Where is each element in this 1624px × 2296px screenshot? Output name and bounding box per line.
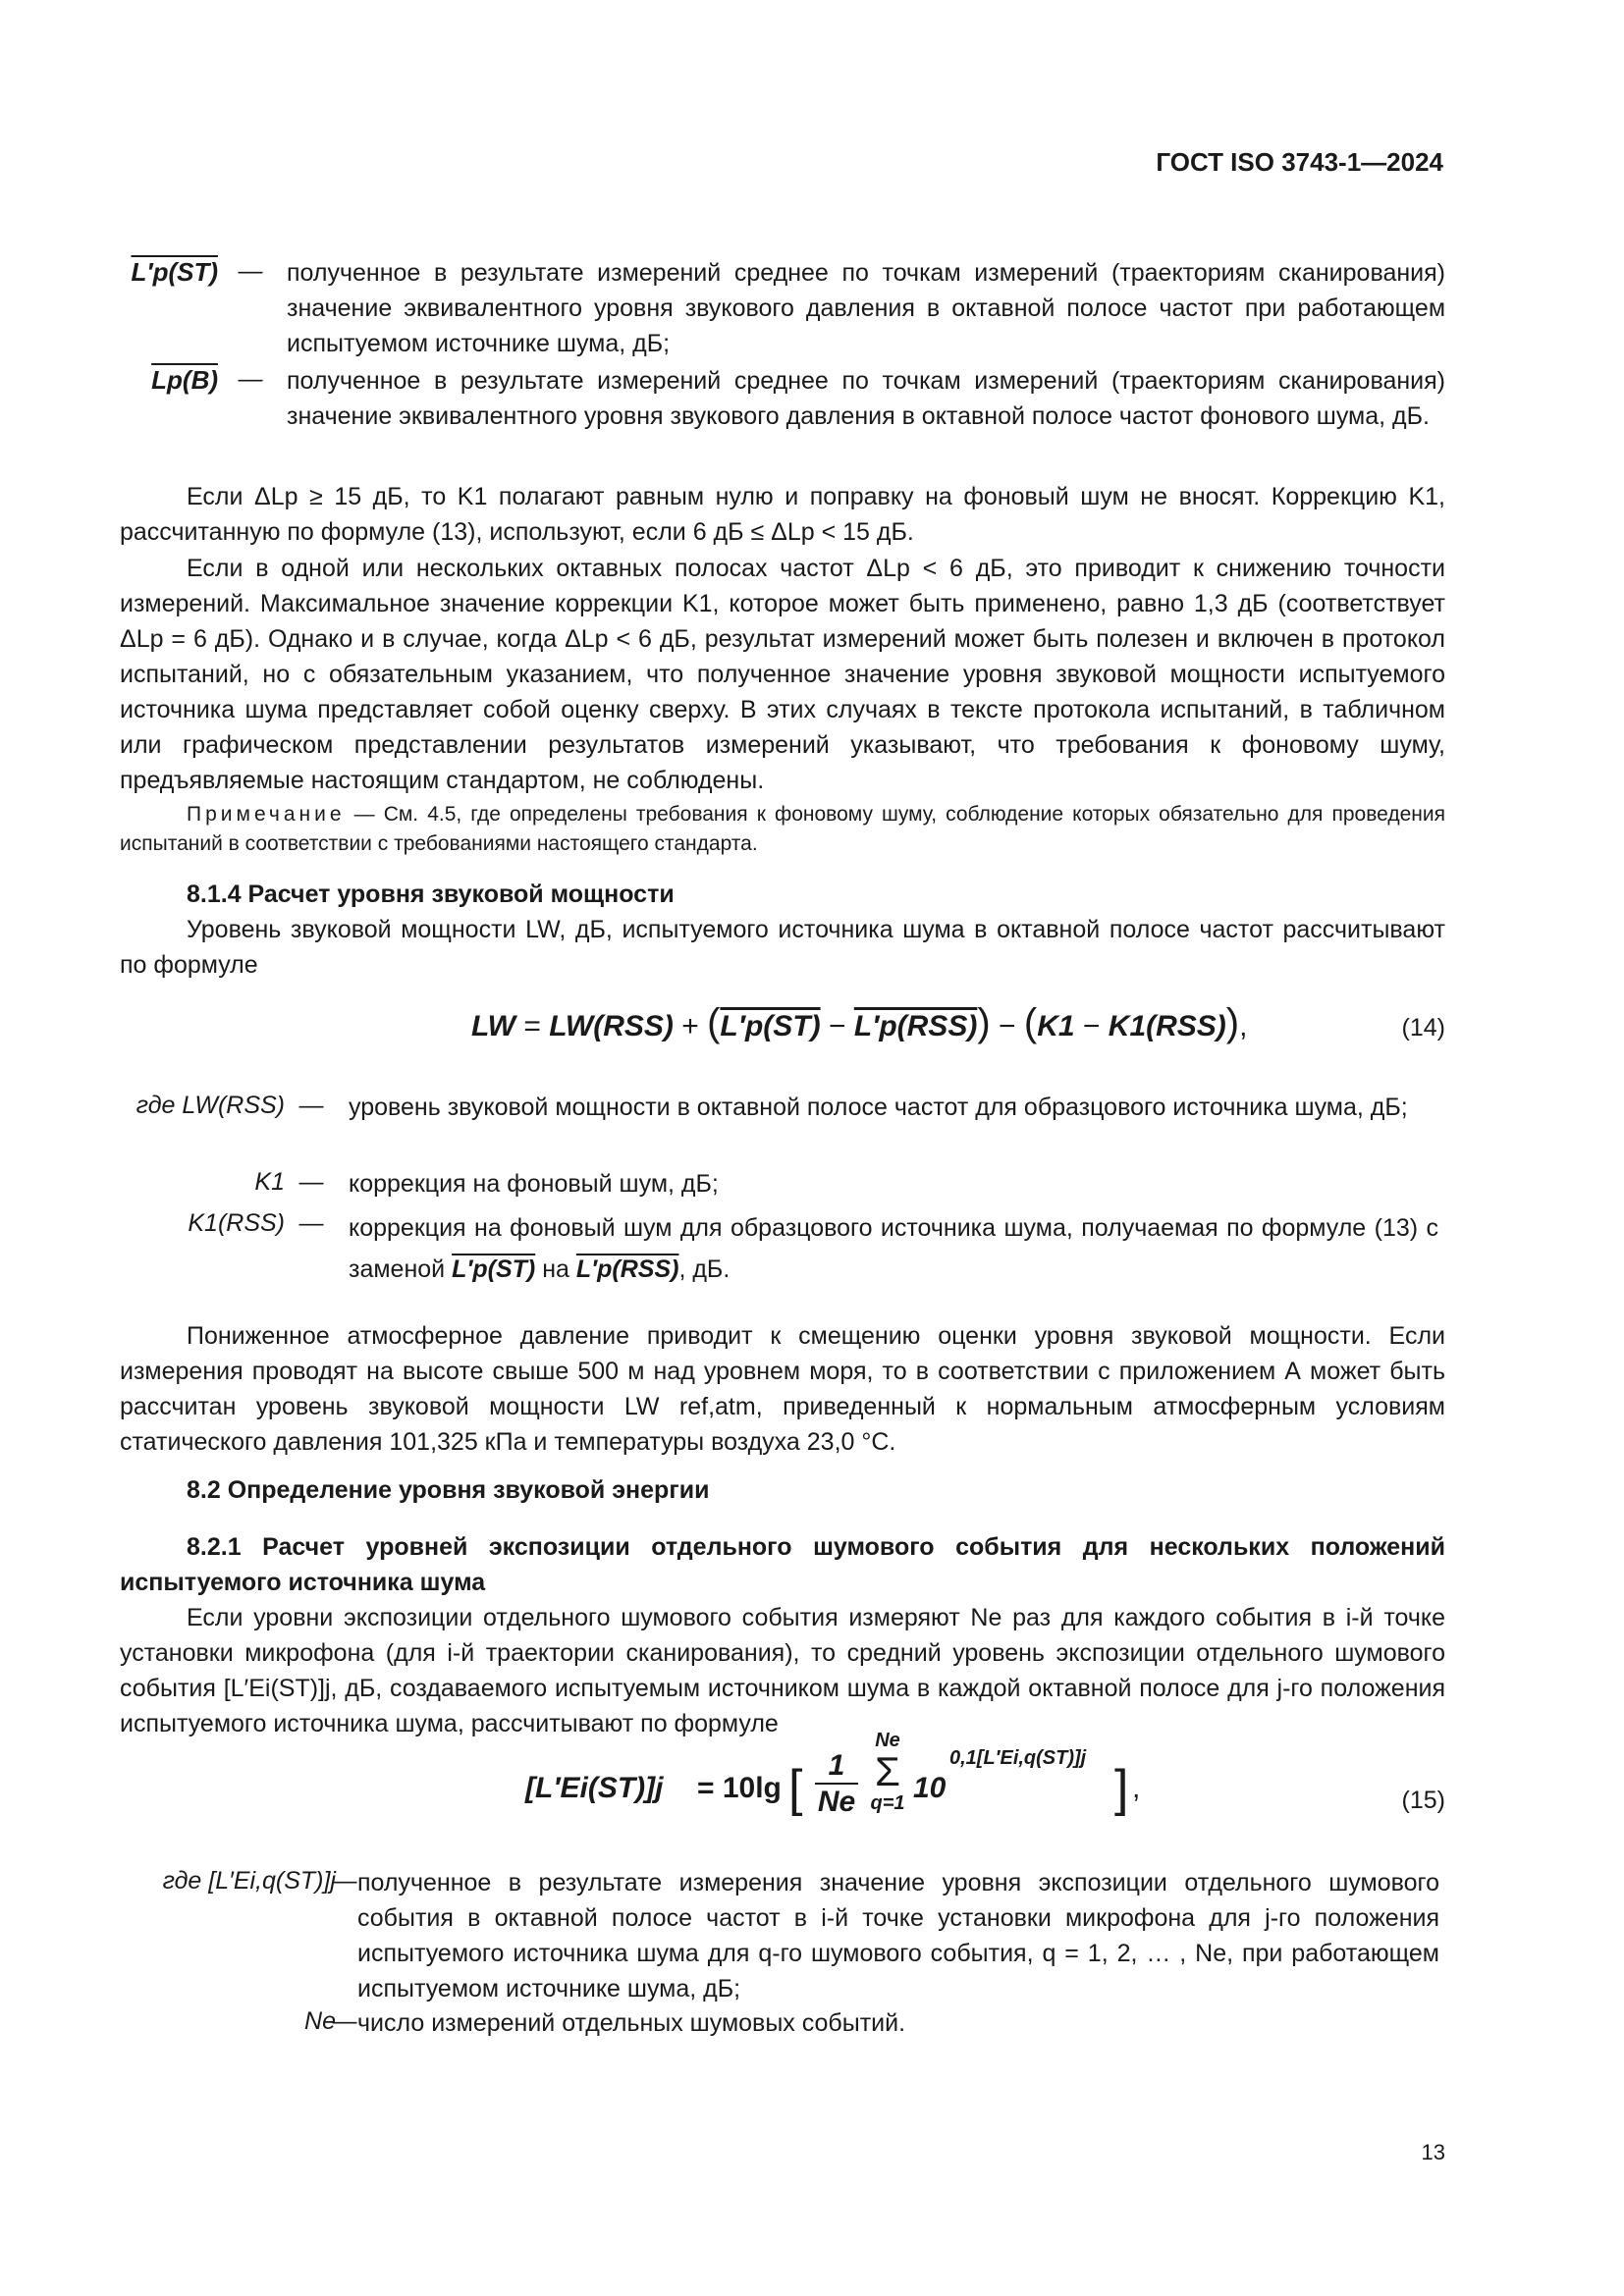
section-heading-8-1-4: 8.1.4 Расчет уровня звуковой мощности (187, 881, 675, 908)
eq15-lhs: [L′Ei(ST)]j (525, 1772, 664, 1804)
def-text-ne: число измерений отдельных шумовых событий. (357, 2009, 906, 2037)
eq15-frac-den: Ne (817, 1786, 856, 1818)
def-symbol-ne: Ne (304, 2007, 336, 2035)
def-text-k1-rss-main: коррекция на фоновый шум для образцового источника шума, получаемая по формуле (13) с заменой (349, 1214, 1438, 1283)
def-text-lw-rss: уровень звуковой мощности в октавной полосе частот для образцового источника шума, дБ; (349, 1094, 1408, 1121)
equation-number-14: (14) (1401, 1014, 1445, 1041)
def-dash: — (238, 365, 263, 393)
def-symbol-text: Lp(B) (151, 365, 218, 395)
paragraph-atmospheric: Пониженное атмосферное давление приводит к смещению оценки уровня звуковой мощности. Если измерения проводят на высоте свыше 500 м над уровнем моря, то в соответствии с приложением А может быть рассчитан уровень звуковой мощности LW ref,atm, приведенный к нормальным атмосферным условиям статического давления 101,325 кПа и температуры воздуха 23,0 °С. (120, 1322, 1445, 1456)
def-symbol-lp-b (120, 365, 218, 396)
def-symbol-k1-rss: K1(RSS) (188, 1209, 285, 1237)
eq15-exponent: 0,1[L′Ei,q(ST)]j (949, 1747, 1087, 1769)
section-heading-8-2-1: 8.2.1 Расчет уровней экспозиции отдельного шумового события для нескольких положений испытуемого источника шума (120, 1533, 1445, 1596)
eq14-minus: − (828, 1010, 846, 1042)
eq14-term-lp-st: L′p(ST) (720, 1010, 821, 1042)
eq15-fraction (815, 1749, 858, 1820)
def-dash: — (332, 2007, 357, 2035)
def-symbol-lp-st (120, 257, 218, 288)
eq15-sum-sign: Σ (875, 1748, 900, 1794)
def-symbol-lei-q: где [L′Ei,q(ST)]j (162, 1867, 336, 1895)
eq15-equals: = 10lg (697, 1772, 782, 1804)
eq15-sum (867, 1730, 908, 1814)
eq14-plus: + (681, 1010, 699, 1042)
eq14-term-k1: K1 (1037, 1010, 1075, 1042)
def-symbol-text: L′p(ST) (131, 257, 218, 287)
def-dash: — (298, 1209, 324, 1237)
eq14-term-k1-rss: K1(RSS) (1108, 1010, 1226, 1042)
equation-number-15: (15) (1401, 1787, 1445, 1814)
eq15-sum-bottom: q=1 (870, 1792, 905, 1814)
eq14-lhs: LW (471, 1010, 515, 1042)
eq15-base: 10 (913, 1772, 947, 1804)
paragraph-low-delta: Если в одной или нескольких октавных полосах частот ΔLp < 6 дБ, это приводит к снижению точности измерений. Максимальное значение коррекции K1, которое может быть применено, равно 1,3 дБ (соответствует ΔLp = 6 дБ). Однако и в случае, когда ΔLp < 6 дБ, результат измерений может быть полезен и включен в протокол испытаний, но с обязательным указанием, что полученное значение уровня звуковой мощности испытуемого источника шума представляет собой оценку сверху. В этих случаях в тексте протокола испытаний, в табличном или графическом представлении результатов измерений указывают, что требования к фоновому шуму, предъявляемые настоящим стандартом, не соблюдены. (120, 555, 1445, 794)
def-dash: — (332, 1867, 357, 1895)
eq14-term-lp-rss: L′p(RSS) (853, 1010, 978, 1042)
eq15-sum-top: Ne (875, 1730, 900, 1751)
note-text: — См. 4.5, где определены требования к фоновому шуму, соблюдение которых обязательно для проведения испытаний в соответствии с требованиями настоящего стандарта. (120, 803, 1445, 855)
document-id: ГОСТ ISO 3743-1—2024 (1156, 147, 1443, 177)
def-symbol-lp-rss-inline: L′p(RSS) (575, 1255, 679, 1283)
def-text-lp-b: полученное в результате измерений среднее по точкам измерений (траекториям сканирования) значение эквивалентного уровня звукового давления в октавной полосе частот фонового шума, дБ. (287, 367, 1445, 430)
eq14-minus: − (1082, 1010, 1101, 1042)
page-number: 13 (1421, 2140, 1445, 2164)
def-text-lp-st: полученное в результате измерений среднее по точкам измерений (траекториям сканирования) значение эквивалентного уровня звукового давления в октавной полосе частот при работающем испытуемом источнике шума, дБ; (287, 259, 1445, 357)
def-tail: , дБ. (678, 1255, 731, 1283)
def-text-k1: коррекция на фоновый шум, дБ; (349, 1170, 719, 1198)
def-dash: — (298, 1092, 324, 1119)
eq14-end: , (1239, 1010, 1248, 1042)
paragraph-background-correction: Если ΔLp ≥ 15 дБ, то K1 полагают равным нулю и поправку на фоновый шум не вносят. Коррекцию K1, рассчитанную по формуле (13), используют, если 6 дБ ≤ ΔLp < 15 дБ. (120, 483, 1445, 546)
section-heading-8-2: 8.2 Определение уровня звуковой энергии (187, 1476, 710, 1504)
def-word-na: на (542, 1255, 569, 1283)
equation-14: LW = LW(RSS) + (L′p(ST) − L′p(RSS)) − (K1 − K1(RSS)), (471, 1001, 1248, 1044)
paragraph-sound-power: Уровень звуковой мощности LW, дБ, испытуемого источника шума в октавной полосе частот рассчитывают по формуле (120, 916, 1445, 979)
def-symbol-k1: K1 (254, 1168, 285, 1196)
def-dash: — (238, 257, 263, 285)
def-dash: — (298, 1168, 324, 1196)
def-text-k1-rss (349, 1207, 1438, 1290)
eq14-equals: = (523, 1010, 541, 1042)
def-text-lei-q: полученное в результате измерения значение уровня экспозиции отдельного шумового события в октавной полосе частот в i-й точке установки микрофона для j-го положения испытуемого источника шума для q-го шумового события, q = 1, 2, … , Ne, при работающем испытуемом источнике шума, дБ; (357, 1869, 1439, 2002)
eq15-end: , (1132, 1772, 1141, 1804)
note (120, 800, 1445, 859)
def-symbol-lw-rss: где LW(RSS) (135, 1092, 285, 1119)
def-symbol-lp-st-inline: L′p(ST) (452, 1255, 536, 1283)
paragraph-exposure: Если уровни экспозиции отдельного шумового события измеряют Ne раз для каждого события в i-й точке установки микрофона (для i-й траектории сканирования), то средний уровень экспозиции отдельного шумового события [L′Ei(ST)]j, дБ, создаваемого испытуемым источником шума в каждой октавной полосе для j-го положения испытуемого источника шума, рассчитывают по формуле (120, 1604, 1445, 1737)
eq15-frac-num: 1 (815, 1749, 858, 1785)
eq14-term-lw-rss: LW(RSS) (549, 1010, 674, 1042)
note-label: Примечание (187, 803, 346, 826)
eq14-minus: − (999, 1010, 1016, 1042)
